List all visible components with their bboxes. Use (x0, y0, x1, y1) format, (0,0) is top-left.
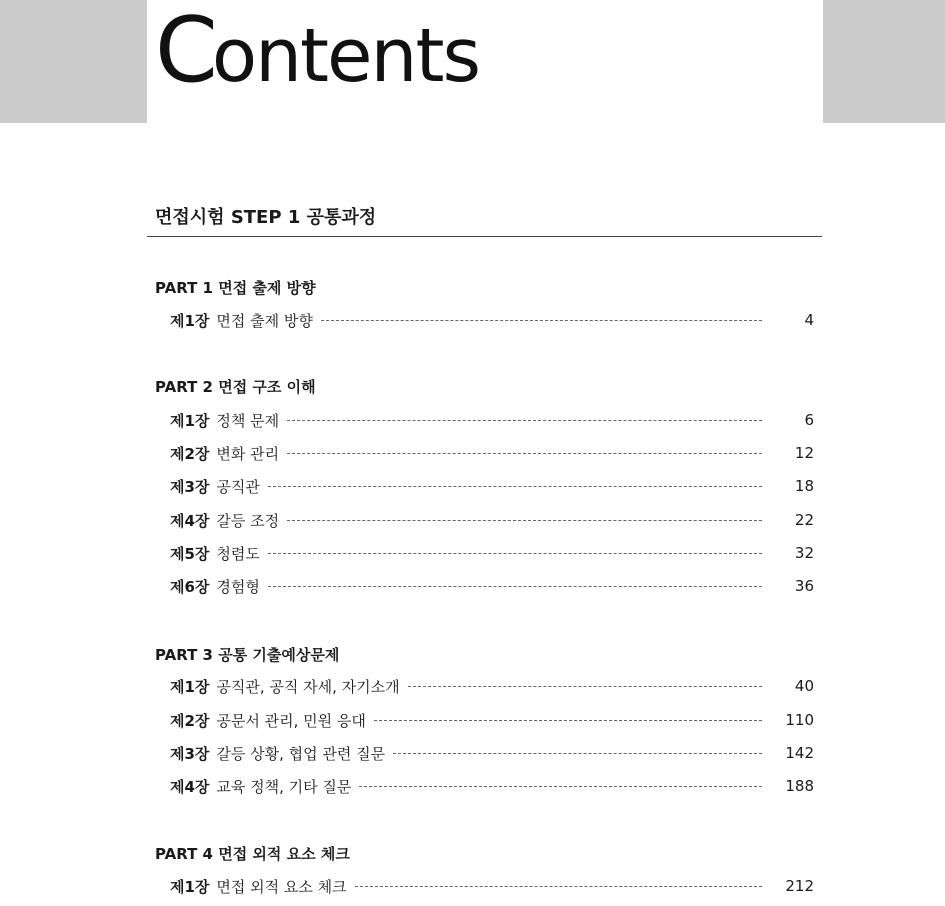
chapter-number: 제5장 (170, 544, 210, 563)
page-number: 142 (785, 744, 814, 762)
page-number: 22 (794, 511, 814, 529)
dot-leader (268, 585, 762, 587)
page-title-rest: ontents (211, 13, 480, 99)
chapter-title: 공직관, 공직 자세, 자기소개 (216, 677, 400, 696)
chapter-title: 공문서 관리, 민원 응대 (216, 711, 366, 730)
dot-leader (268, 485, 762, 487)
chapter-title: 갈등 조정 (216, 511, 280, 530)
dot-leader (408, 685, 762, 687)
dot-leader (393, 752, 762, 754)
dot-leader (287, 419, 762, 421)
page-number: 32 (794, 544, 814, 562)
chapter-title: 교육 정책, 기타 질문 (216, 777, 352, 796)
page-number: 12 (794, 444, 814, 462)
chapter-title: 경험형 (216, 577, 260, 596)
header-gray-block-right (823, 0, 945, 123)
page-number: 212 (785, 877, 814, 895)
dot-leader (359, 785, 762, 787)
toc-entry[interactable] (170, 475, 814, 497)
toc-entry[interactable] (170, 442, 814, 464)
toc-entry[interactable] (170, 575, 814, 597)
page-number: 110 (785, 711, 814, 729)
toc-entry[interactable] (170, 875, 814, 897)
page-number: 18 (794, 477, 814, 495)
page-number: 6 (804, 411, 814, 429)
page-number: 36 (794, 577, 814, 595)
part-heading: PART 1 면접 출제 방향 (155, 279, 316, 297)
toc-entry[interactable] (170, 409, 814, 431)
page-title-initial: C (155, 0, 212, 103)
chapter-number: 제3장 (170, 744, 210, 763)
chapter-number: 제2장 (170, 711, 210, 730)
chapter-title: 청렴도 (216, 544, 260, 563)
chapter-title: 면접 출제 방향 (216, 311, 313, 330)
page-number: 40 (794, 677, 814, 695)
dot-leader (287, 452, 762, 454)
page-number: 188 (785, 777, 814, 795)
part-heading: PART 3 공통 기출예상문제 (155, 646, 340, 664)
dot-leader (374, 719, 762, 721)
page-number: 4 (804, 311, 814, 329)
chapter-title: 갈등 상황, 협업 관련 질문 (216, 744, 386, 763)
toc-entry[interactable] (170, 709, 814, 731)
chapter-number: 제1장 (170, 677, 210, 696)
chapter-number: 제1장 (170, 877, 210, 896)
dot-leader (268, 552, 762, 554)
chapter-title: 면접 외적 요소 체크 (216, 877, 347, 896)
header-gray-block-left (0, 0, 147, 123)
page-title (155, 0, 480, 103)
dot-leader (287, 519, 762, 521)
section-divider (147, 236, 822, 237)
chapter-title: 정책 문제 (216, 411, 280, 430)
toc-entry[interactable] (170, 509, 814, 531)
toc-entry[interactable] (170, 775, 814, 797)
chapter-number: 제1장 (170, 311, 210, 330)
dot-leader (355, 885, 762, 887)
chapter-title: 공직관 (216, 477, 260, 496)
chapter-number: 제4장 (170, 511, 210, 530)
toc-entry[interactable] (170, 309, 814, 331)
toc-entry[interactable] (170, 742, 814, 764)
chapter-title: 변화 관리 (216, 444, 280, 463)
chapter-number: 제2장 (170, 444, 210, 463)
chapter-number: 제3장 (170, 477, 210, 496)
dot-leader (321, 319, 762, 321)
book-section-heading: 면접시험 STEP 1 공통과정 (155, 207, 377, 228)
toc-entry[interactable] (170, 675, 814, 697)
chapter-number: 제1장 (170, 411, 210, 430)
part-heading: PART 2 면접 구조 이해 (155, 378, 316, 396)
chapter-number: 제4장 (170, 777, 210, 796)
part-heading: PART 4 면접 외적 요소 체크 (155, 845, 350, 863)
toc-entry[interactable] (170, 542, 814, 564)
chapter-number: 제6장 (170, 577, 210, 596)
